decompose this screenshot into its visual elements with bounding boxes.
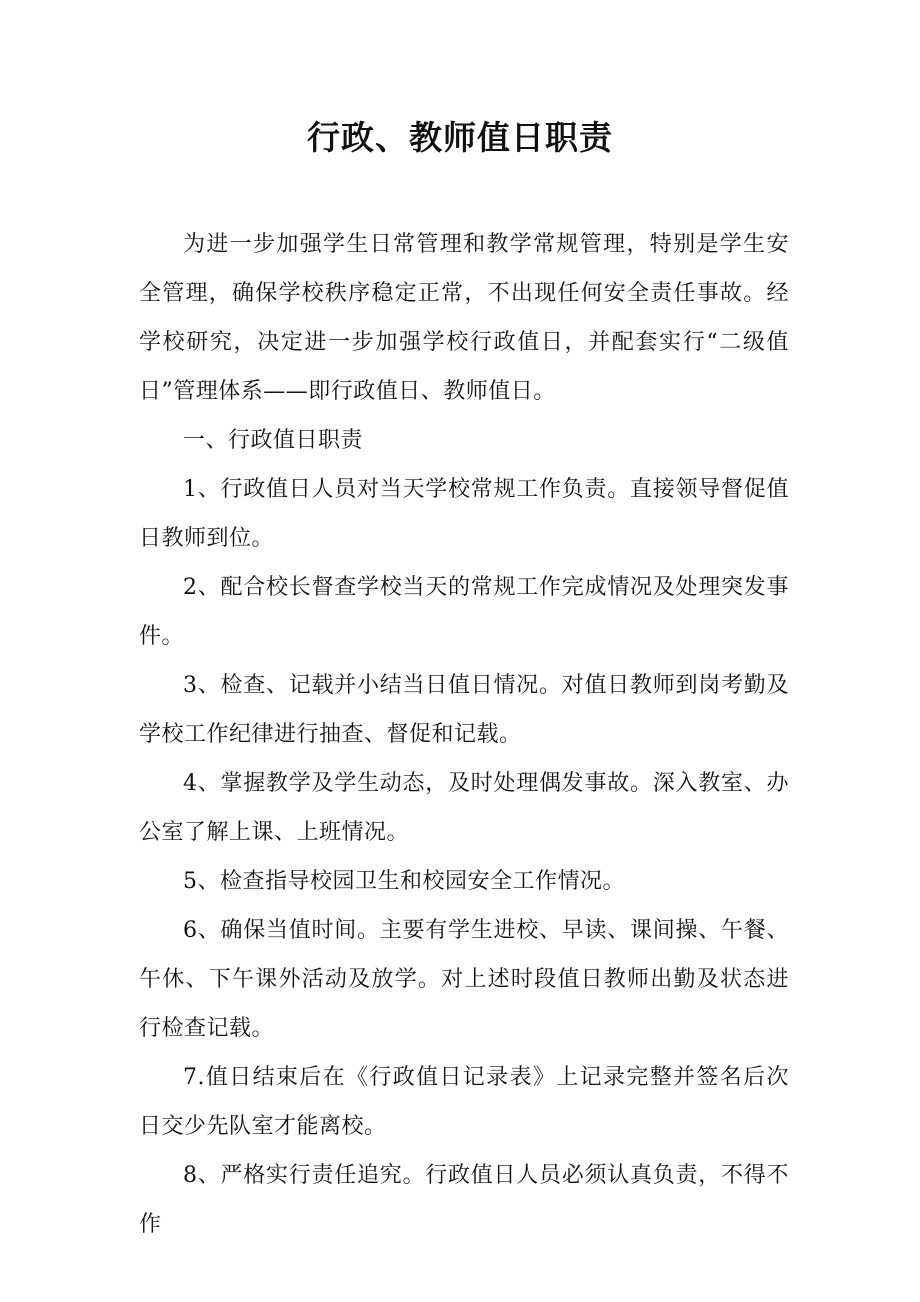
paragraph-item-8: 8、严格实行责任追究。行政值日人员必须认真负责，不得不作 [139,1163,789,1237]
paragraph-item-3: 3、检查、记载并小结当日值日情况。对值日教师到岗考勤及学校工作纪律进行抽查、督促和记载。 [139,673,789,747]
paragraph-item-7: 7.值日结束后在《行政值日记录表》上记录完整并签名后次日交少先队室才能离校。 [139,1065,789,1139]
document-body [139,220,789,1249]
paragraph-item-5: 5、检查指导校园卫生和校园安全工作情况。 [183,869,625,894]
document-title: 行政、教师值日职责 [307,118,613,157]
paragraph-item-2: 2、配合校长督查学校当天的常规工作完成情况及处理突发事件。 [139,575,789,649]
paragraph-item-4: 4、掌握教学及学生动态，及时处理偶发事故。深入教室、办公室了解上课、上班情况。 [139,771,789,845]
paragraph-item-6: 6、确保当值时间。主要有学生进校、早读、课间操、午餐、午休、下午课外活动及放学。对上述时段值日教师出勤及状态进行检查记载。 [139,918,789,1041]
paragraph-intro: 为进一步加强学生日常管理和教学常规管理，特别是学生安全管理，确保学校秩序稳定正常，不出现任何安全责任事故。经学校研究，决定进一步加强学校行政值日，并配套实行“二级值日”管理体系——即行政值日、教师值日。 [139,232,789,404]
section-heading-admin-duty: 一、行政值日职责 [183,428,364,453]
paragraph-item-1: 1、行政值日人员对当天学校常规工作负责。直接领导督促值日教师到位。 [139,477,789,551]
